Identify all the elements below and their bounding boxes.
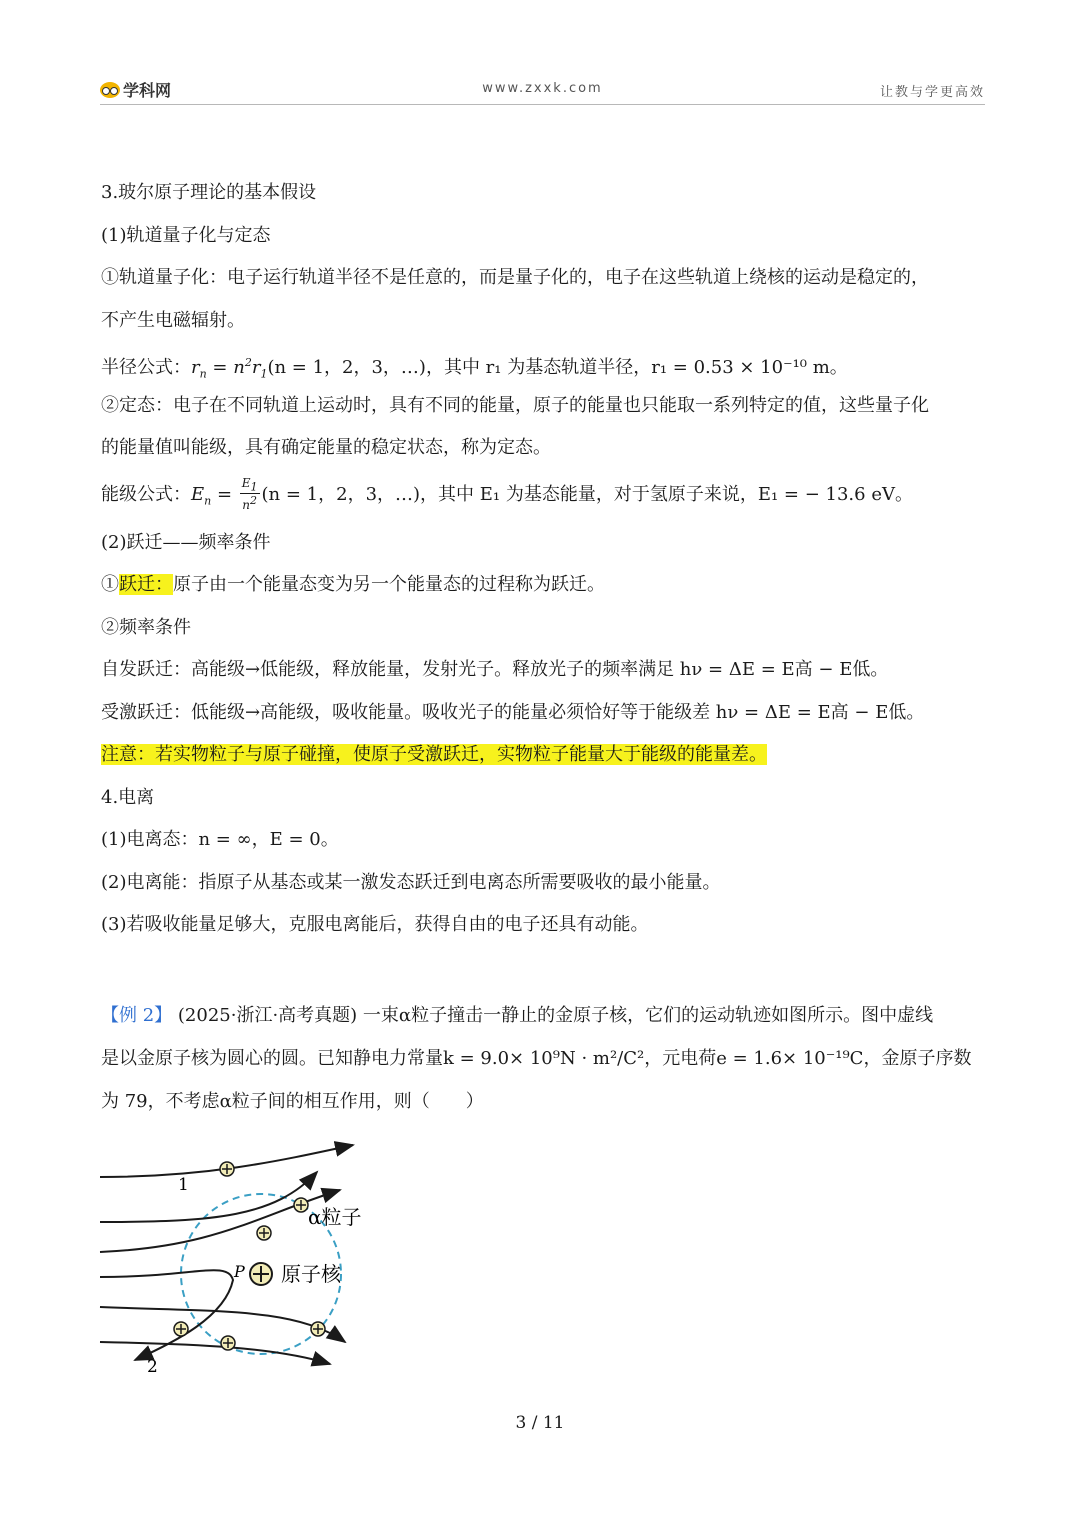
frequency-condition-title: ②频率条件 [101,616,191,638]
alpha-particle-2 [294,1198,308,1212]
ionization-state: (1)电离态：n = ∞，E = 0。 [101,829,339,850]
transition-text: 原子由一个能量态变为另一个能量态的过程称为跃迁。 [173,574,605,595]
site-slogan: 让教与学更高效 [879,85,985,100]
alpha-particle-5 [221,1336,235,1350]
page-header [100,76,985,105]
stationary-state-line-2: 的能量值叫能级，具有确定能量的稳定状态，称为定态。 [101,437,551,458]
example-line-2: 是以金原子核为圆心的圆。已知静电力常量k = 9.0× 10⁹N · m²/C²，元电荷e = 1.6× 10⁻¹⁹C，金原子序数 [101,1048,972,1069]
transition-definition [101,568,986,611]
trajectory-label-1: 1 [178,1175,189,1195]
document-body [101,176,986,951]
alpha-particle-4 [174,1322,188,1336]
energy-formula-tail: (n = 1，2，3，…)，其中 E₁ 为基态能量，对于氢原子来说，E₁ = − 13.6 eV。 [261,483,913,505]
page-number: 3 / 11 [515,1413,565,1433]
note-line [101,738,986,781]
example-line-3: 为 79，不考虑α粒子间的相互作用，则（ ） [101,1091,484,1112]
nucleus [250,1263,272,1285]
stimulated-transition: 受激跃迁：低能级→高能级，吸收能量。吸收光子的能量必须恰好等于能级差 hν = ΔE = E高 − E低。 [101,701,925,723]
orbit-quantization-line-1: ①轨道量子化：电子运行轨道半径不是任意的，而是量子化的，电子在这些轨道上绕核的运动是稳定的， [101,267,929,288]
section-3-title: 3.玻尔原子理论的基本假设 [101,182,317,203]
orbit-quantization-line-2: 不产生电磁辐射。 [101,309,245,331]
example-label: 【例 2】 [101,1005,173,1026]
trajectory-label-2: 2 [147,1357,158,1377]
ionization-energy: (2)电离能：指原子从基态或某一激发态跃迁到电离态所需要吸收的最小能量。 [101,871,721,893]
nucleus-label: 原子核 [281,1262,341,1286]
example-text-1: (2025·浙江·高考真题) 一束α粒子撞击一静止的金原子核，它们的运动轨迹如图所示。图中虚线 [172,1005,934,1026]
energy-formula: $E_n$ = $\frac{E_1}{n^2}$ [191,475,258,513]
transition-number: ① [101,574,119,595]
radius-formula: $r_n = n^2r_1$ [191,356,268,381]
energy-formula-line [101,474,986,526]
alpha-particle-1 [220,1162,234,1176]
transition-highlight: 跃迁： [119,574,173,595]
stationary-state-line-1: ②定态：电子在不同轨道上运动时，具有不同的能量，原子的能量也只能取一系列特定的值，这些量子化 [101,394,929,416]
energy-formula-label: 能级公式： [101,483,191,505]
section-3-1-title: (1)轨道量子化与定态 [101,224,271,246]
section-4-title: 4.电离 [101,786,155,808]
ionization-kinetic: (3)若吸收能量足够大，克服电离能后，获得自由的电子还具有动能。 [101,914,649,935]
site-url: www.zxxk.com [482,81,603,96]
example-line-1 [101,998,986,1041]
radius-formula-line [101,346,986,389]
radius-formula-label: 半径公式： [101,357,191,378]
alpha-scattering-figure [95,1132,395,1382]
note-highlight: 注意：若实物粒子与原子碰撞，使原子受激跃迁，实物粒子能量大于能级的能量差。 [101,744,767,765]
logo-text: 学科网 [123,81,172,100]
spontaneous-transition: 自发跃迁：高能级→低能级，释放能量，发射光子。释放光子的频率满足 hν = ΔE = E高 − E低。 [101,659,889,680]
section-3-2-title: (2)跃迁——频率条件 [101,531,271,553]
example-2 [101,998,986,1127]
trajectory-lower [100,1307,345,1342]
radius-formula-tail: (n = 1，2，3，…)，其中 r₁ 为基态轨道半径，r₁ = 0.53 × 10⁻¹⁰ m。 [267,357,848,378]
alpha-particle-3 [257,1226,271,1240]
alpha-particle-label: α粒子 [308,1205,362,1229]
alpha-particle-6 [311,1322,325,1336]
point-p-label: P [234,1262,245,1281]
